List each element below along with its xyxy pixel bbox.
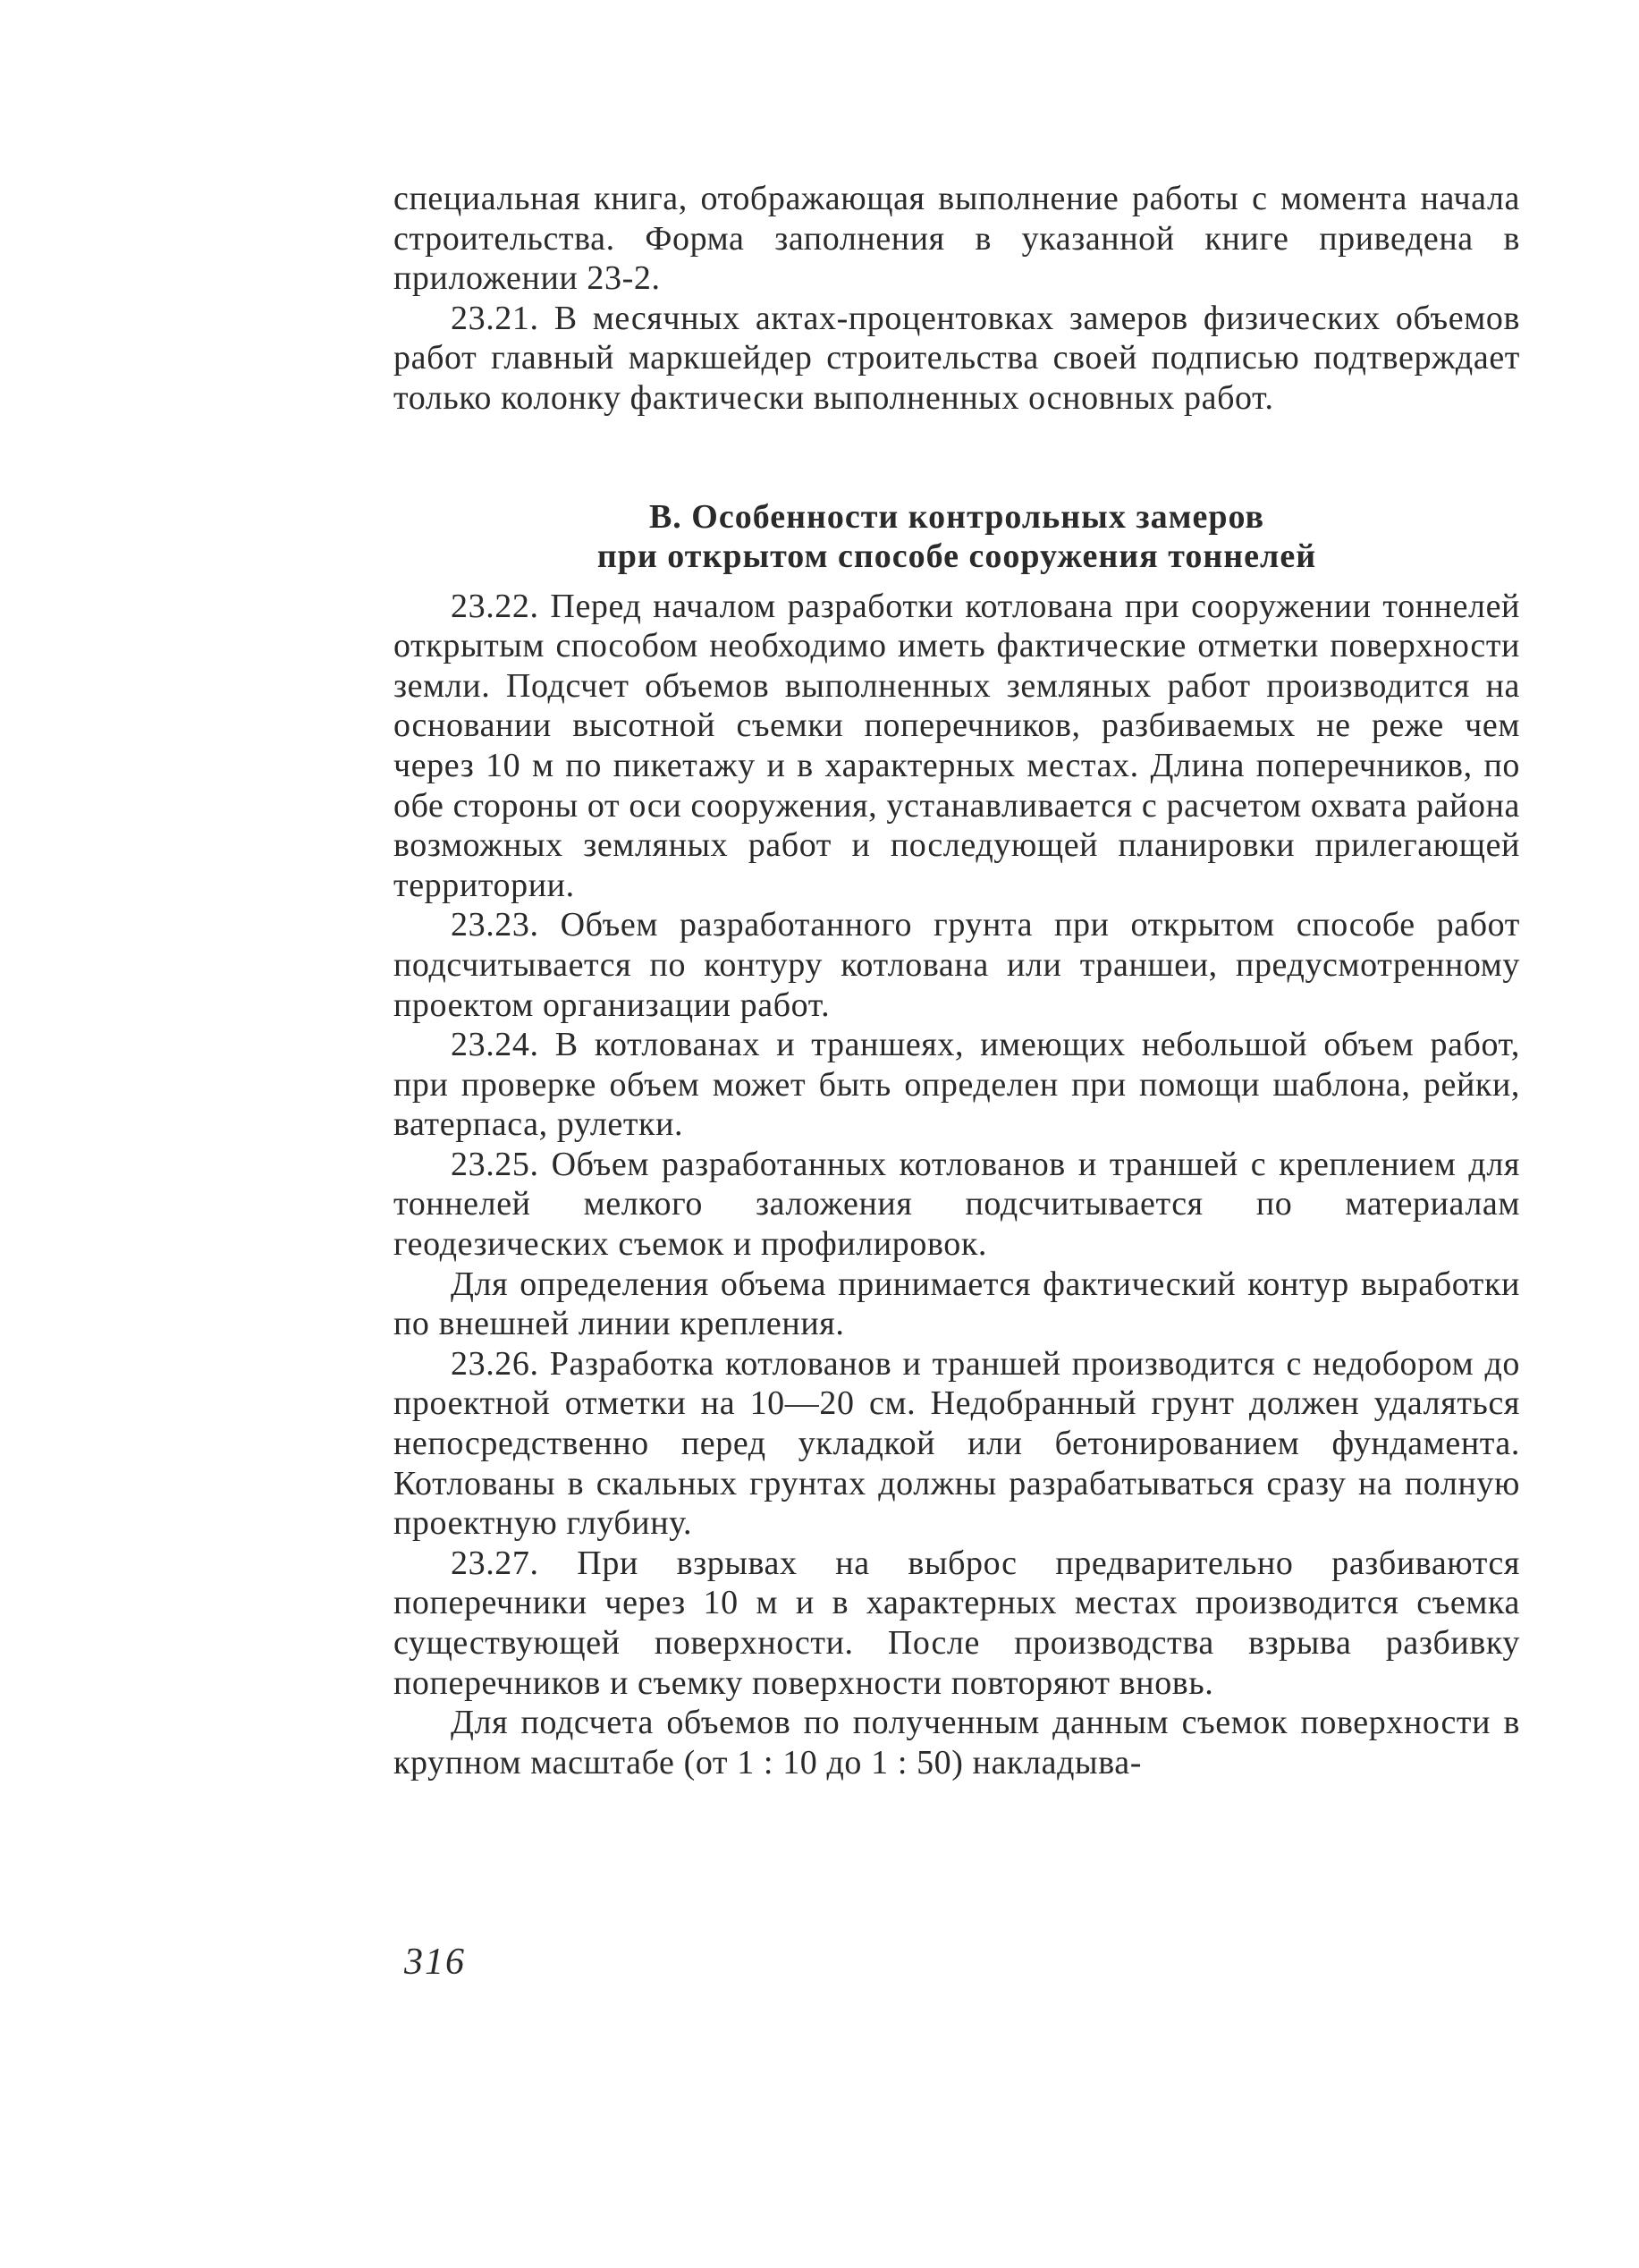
section-heading-line-2: при открытом способе сооружения тоннелей [596,537,1317,575]
paragraph-23-21: 23.21. В месячных актах-процентовках замеров физических объемов работ главный маркшейдер строительства своей подписью подтверждает только колонку фактически выполненных основных работ. [393,299,1520,417]
paragraph-23-24: 23.24. В котлованах и траншеях, имеющих небольшой объем работ, при проверке объем может быть определен при помощи шаблона, рейки, ватерпаса, рулетки. [393,1026,1520,1144]
paragraph-23-25-contour: Для определения объема принимается фактический контур выработки по внешней линии крепления. [393,1265,1520,1343]
document-page [393,179,1520,1782]
paragraph-23-23: 23.23. Объем разработанного грунта при открытом способе работ подсчитывается по контуру котлована или траншеи, предусмотренному проектом организации работ. [393,906,1520,1024]
paragraph-23-27: 23.27. При взрывах на выброс предварительно разбиваются поперечники через 10 м и в характерных местах производится съемка существующей поверхности. После производства взрыва разбивку поперечников и съемку поверхности повторяют вновь. [393,1544,1520,1702]
page-number: 316 [404,1942,466,1983]
paragraph-23-26: 23.26. Разработка котлованов и траншей производится с недобором до проектной отметки на 10—20 см. Недобранный грунт должен удаляться непосредственно перед укладкой или бетонированием фундамента. Котлованы в скальных грунтах должны разрабатываться сразу на полную проектную глубину. [393,1344,1520,1543]
section-heading [393,497,1520,576]
paragraph-continuation: специальная книга, отображающая выполнение работы с момента начала строительства. Форма заполнения в указанной книге приведена в приложении 23-2. [393,180,1520,298]
paragraph-23-25: 23.25. Объем разработанных котлованов и траншей с креплением для тоннелей мелкого заложения подсчитывается по материалам геодезических съемок и профилировок. [393,1145,1520,1264]
paragraph-23-27-calculation: Для подсчета объемов по полученным данным съемок поверхности в крупном масштабе (от 1 : 10 до 1 : 50) накладыва- [393,1704,1520,1781]
section-heading-line-1: В. Особенности контрольных замеров [648,497,1265,536]
paragraph-23-22: 23.22. Перед началом разработки котлована при сооружении тоннелей открытым способом необходимо иметь фактические отметки поверхности земли. Подсчет объемов выполненных земляных работ производится на основании высотной съемки поперечников, разбиваемых не реже чем через 10 м по пикетажу и в характерных местах. Длина поперечников, по обе стороны от оси сооружения, устанавливается с расчетом охвата района возможных земляных работ и последующей планировки прилегающей территории. [393,587,1520,904]
